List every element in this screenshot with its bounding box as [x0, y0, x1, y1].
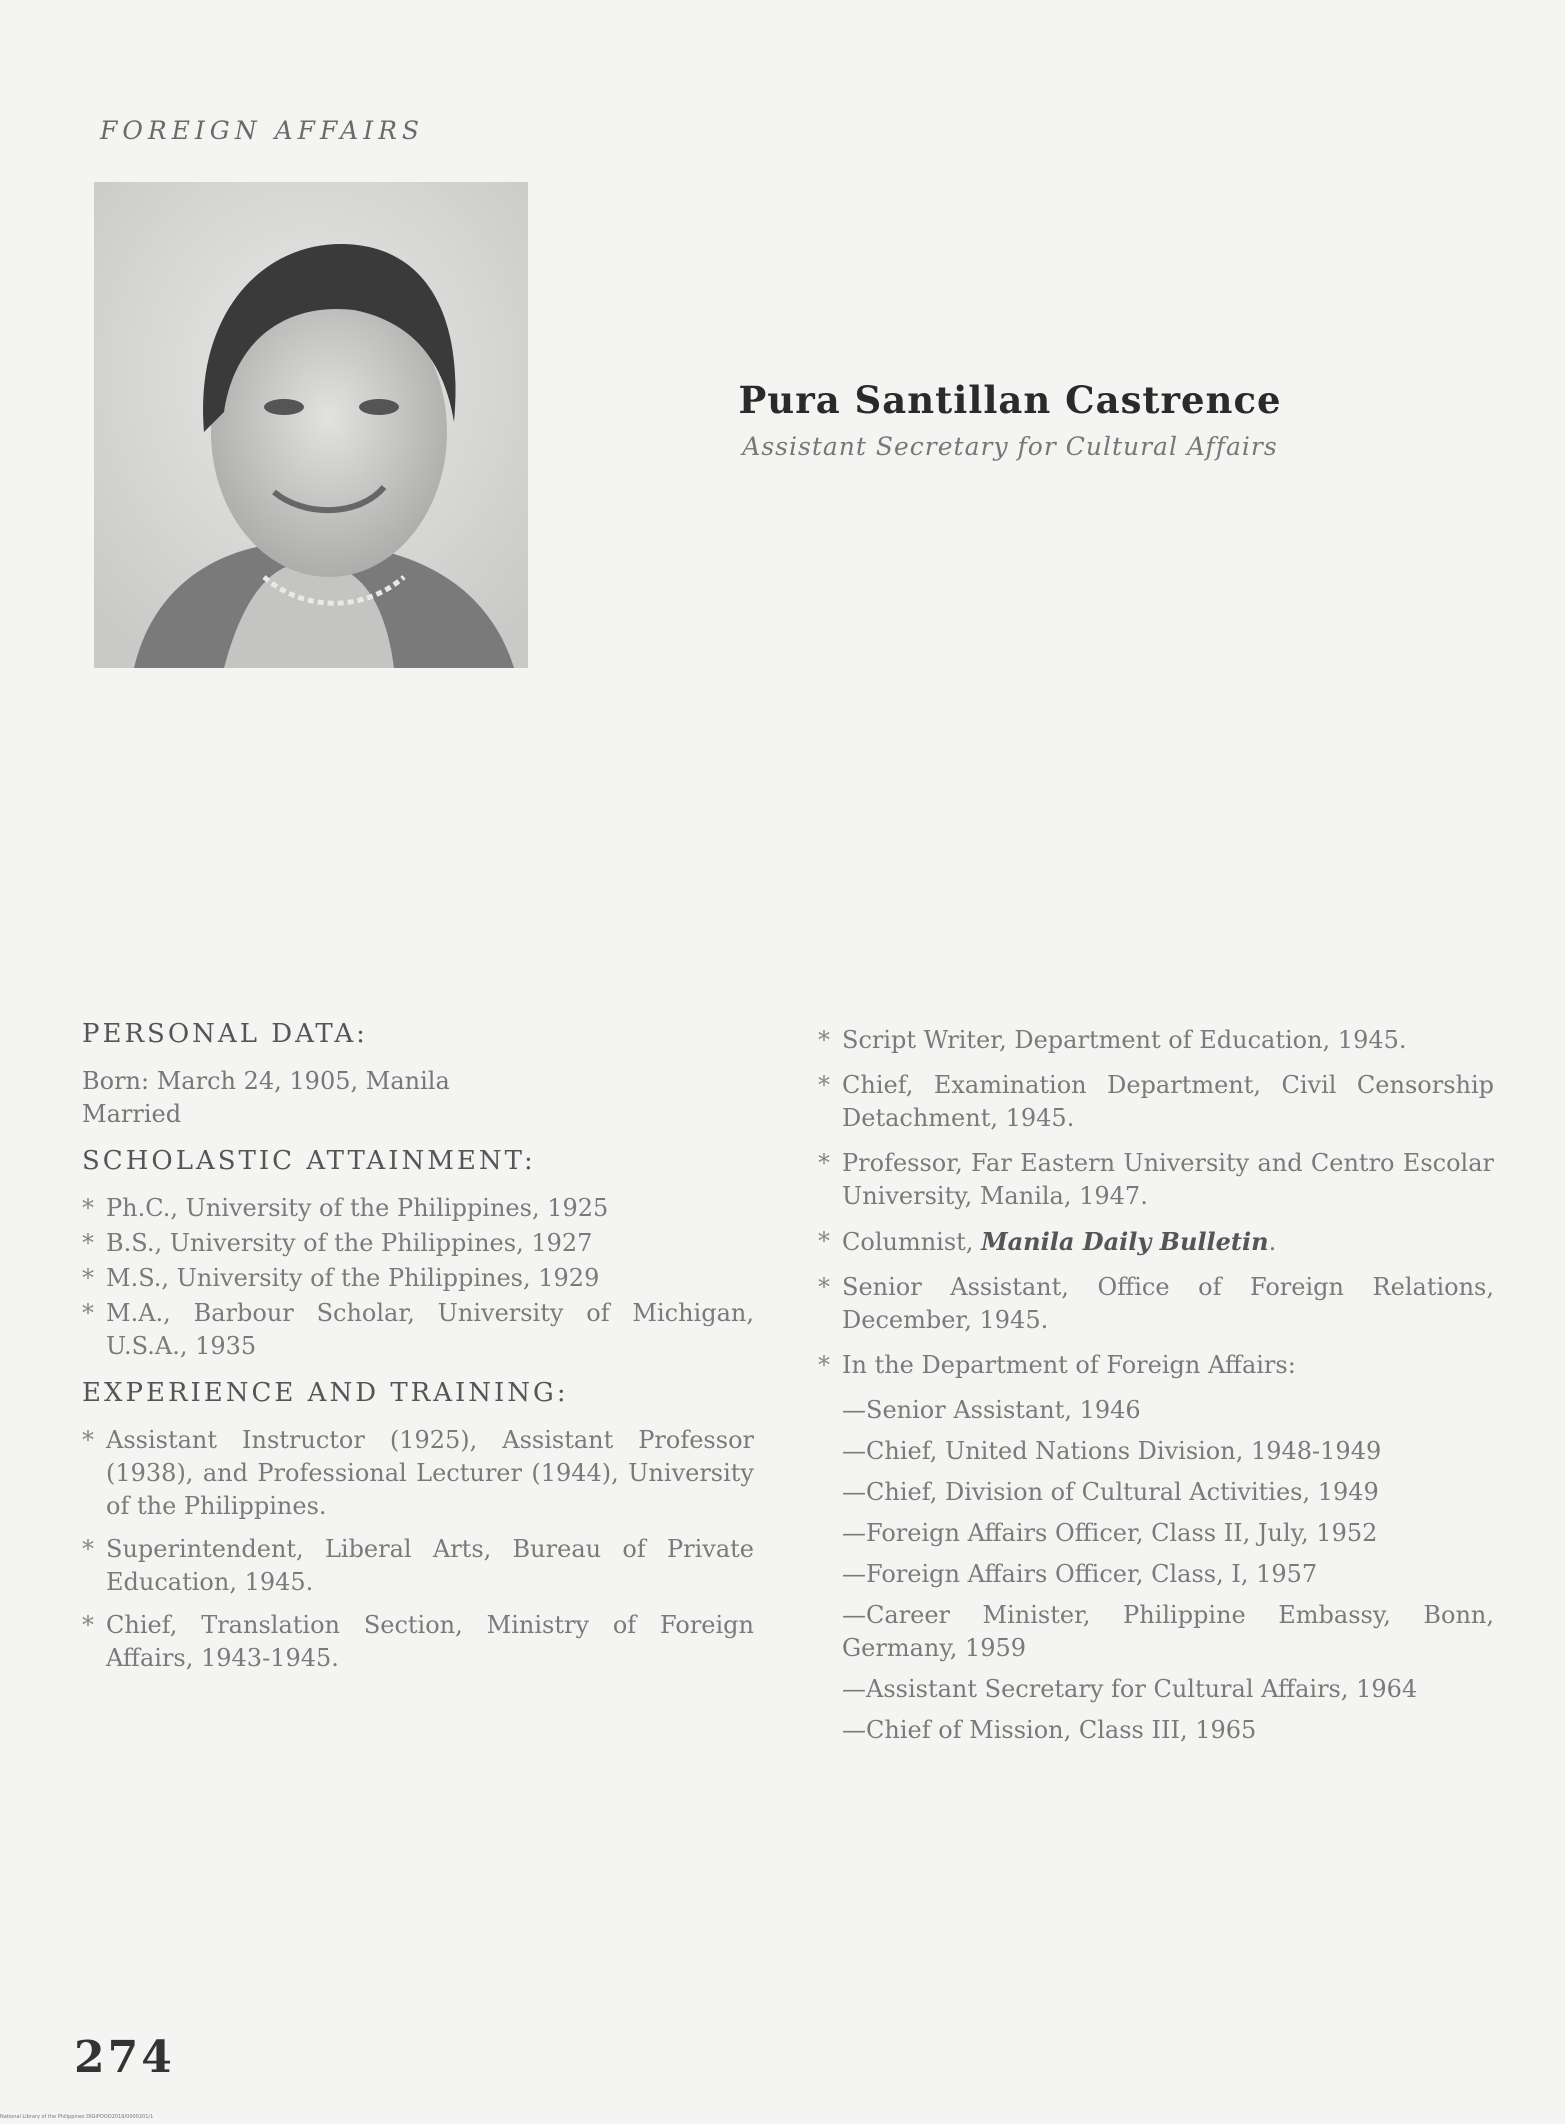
running-header: FOREIGN AFFAIRS — [100, 116, 425, 145]
list-item: * Senior Assistant, Office of Foreign Relations, December, 1945. — [818, 1271, 1494, 1337]
list-item: * M.S., University of the Philippines, 1929 — [82, 1262, 754, 1295]
scan-footer: National Library of the Philippines DIGIPOOO2019/0000201/1 — [0, 2114, 154, 2120]
experience-heading: EXPERIENCE AND TRAINING: — [82, 1378, 569, 1408]
position-item: —Senior Assistant, 1946 — [842, 1396, 1141, 1424]
position-item: —Foreign Affairs Officer, Class, I, 1957 — [842, 1560, 1318, 1588]
list-item: * In the Department of Foreign Affairs: — [818, 1349, 1494, 1382]
list-item: * Assistant Instructor (1925), Assistant Professor (1938), and Professional Lecturer (1944), University of the Philippines. — [82, 1424, 754, 1523]
born-line: Born: March 24, 1905, Manila — [82, 1067, 450, 1095]
list-item: * Professor, Far Eastern University and Centro Escolar University, Manila, 1947. — [818, 1147, 1494, 1213]
columnist-suffix: . — [1268, 1228, 1277, 1256]
list-item: * Ph.C., University of the Philippines, 1925 — [82, 1192, 754, 1225]
columnist-prefix: Columnist, — [842, 1228, 982, 1256]
list-item: * B.S., University of the Philippines, 1927 — [82, 1227, 754, 1260]
list-item: * Superintendent, Liberal Arts, Bureau of Private Education, 1945. — [82, 1533, 754, 1599]
portrait-photo — [94, 182, 528, 668]
list-item: * Chief, Translation Section, Ministry of Foreign Affairs, 1943-1945. — [82, 1609, 754, 1675]
position-item: —Chief of Mission, Class III, 1965 — [842, 1716, 1257, 1744]
position-item: —Chief, Division of Cultural Activities, 1949 — [842, 1478, 1379, 1506]
experience-list-continued — [818, 1024, 1494, 1382]
marital-status: Married — [82, 1100, 182, 1128]
position-item: —Assistant Secretary for Cultural Affairs, 1964 — [842, 1675, 1418, 1703]
person-name: Pura Santillan Castrence — [738, 378, 1282, 422]
right-column — [818, 1024, 1494, 1755]
newspaper-name: Manila Daily Bulletin — [981, 1227, 1269, 1256]
personal-data-heading: PERSONAL DATA: — [82, 1019, 368, 1049]
dfa-positions-list — [818, 1394, 1494, 1747]
list-item: * Chief, Examination Department, Civil Censorship Detachment, 1945. — [818, 1069, 1494, 1135]
page-number: 274 — [74, 2032, 175, 2083]
scholastic-list — [82, 1192, 754, 1363]
left-column — [82, 1018, 754, 1685]
list-item: * M.A., Barbour Scholar, University of Michigan, U.S.A., 1935 — [82, 1297, 754, 1363]
list-item: * Script Writer, Department of Education, 1945. — [818, 1024, 1494, 1057]
scholastic-heading: SCHOLASTIC ATTAINMENT: — [82, 1146, 536, 1176]
list-item-columnist — [818, 1225, 1494, 1259]
position-item: —Foreign Affairs Officer, Class II, July, 1952 — [842, 1519, 1378, 1547]
person-title: Assistant Secretary for Cultural Affairs — [742, 432, 1278, 461]
position-item: —Chief, United Nations Division, 1948-1949 — [842, 1437, 1382, 1465]
position-item: —Career Minister, Philippine Embassy, Bonn, Germany, 1959 — [842, 1601, 1494, 1662]
experience-list — [82, 1424, 754, 1675]
